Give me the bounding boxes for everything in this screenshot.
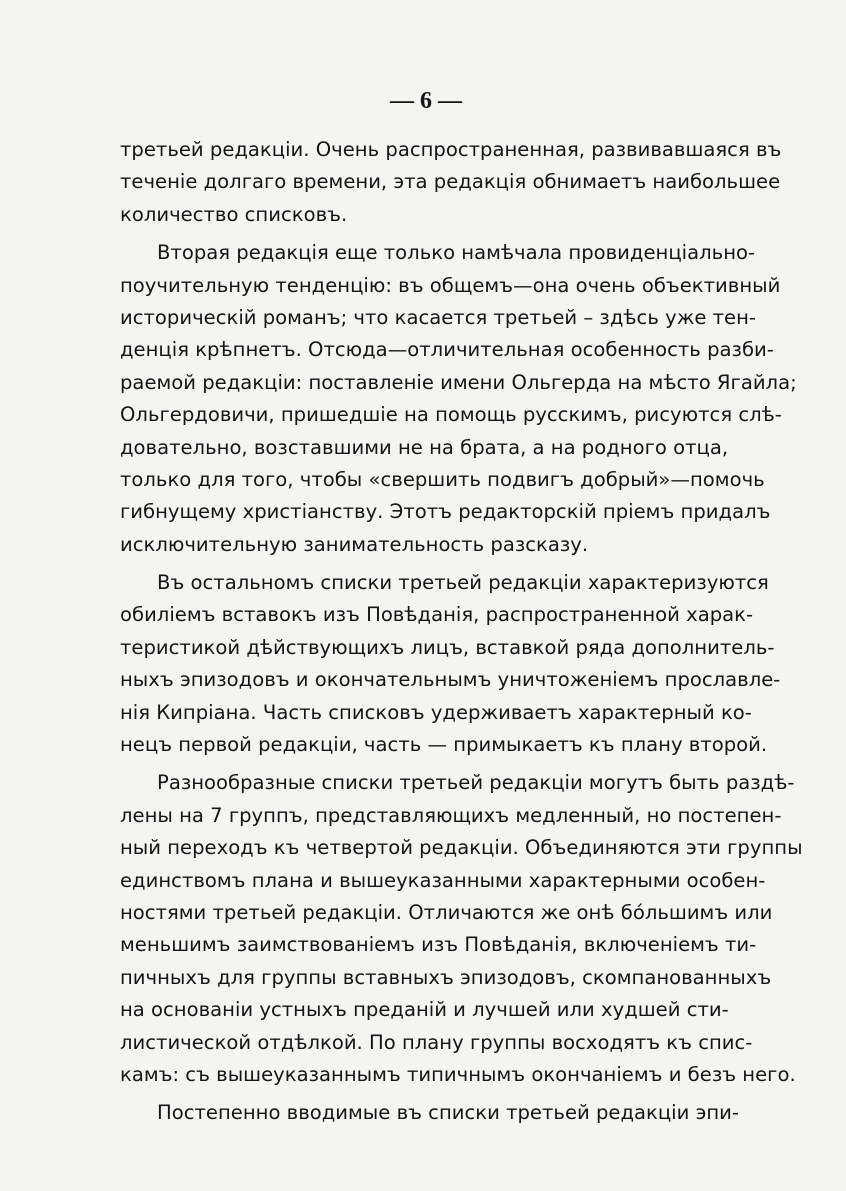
text-line: Вторая редакція еще только намѣчала провиденціально- bbox=[157, 241, 756, 265]
text-line: довательно, возставшими не на брата, а на родного отца, bbox=[120, 435, 729, 459]
text-line: третьей редакціи. Очень распространенная, развивавшаяся въ bbox=[120, 138, 782, 161]
text-line: единствомъ плана и вышеуказанными характерными особен- bbox=[120, 868, 766, 892]
text-line: Постепенно вводимые въ списки третьей редакціи эпи- bbox=[157, 1101, 739, 1125]
text-line: лены на 7 группъ, представляющихъ медленный, но постепен- bbox=[120, 803, 782, 827]
text-line: количество списковъ. bbox=[120, 202, 348, 226]
text-line: на основаніи устныхъ преданій и лучшей или худшей сти- bbox=[120, 998, 729, 1022]
text-line: ныхъ эпизодовъ и окончательнымъ уничтоженіемъ прославле- bbox=[120, 668, 781, 692]
paragraph bbox=[120, 1097, 739, 1129]
text-line: Въ остальномъ списки третьей редакціи характеризуются bbox=[157, 571, 769, 595]
text-line: поучительную тенденцію: въ общемъ—она очень объективный bbox=[120, 273, 781, 297]
text-line: теристикой дѣйствующихъ лицъ, вставкой ряда дополнитель- bbox=[120, 635, 775, 659]
text-line: листической отдѣлкой. По плану группы восходятъ къ спис- bbox=[120, 1030, 753, 1054]
text-line: обиліемъ вставокъ изъ Повѣданія, распространенной харак- bbox=[120, 603, 754, 627]
text-line: нецъ первой редакціи, часть — примыкаетъ къ плану второй. bbox=[120, 733, 768, 757]
paragraph bbox=[120, 567, 781, 761]
paragraph bbox=[120, 237, 797, 561]
text-line: Ольгердовичи, пришедшіе на помощь русскимъ, рисуются слѣ- bbox=[120, 403, 782, 427]
page-number: — 6 — bbox=[390, 88, 462, 114]
text-line: только для того, чтобы «свершить подвигъ добрый»—помочь bbox=[120, 467, 765, 491]
text-line: исключительную занимательность разсказу. bbox=[120, 532, 589, 556]
text-line: ный переходъ къ четвертой редакціи. Объединяются эти группы bbox=[120, 836, 803, 860]
text-line: ностями третьей редакціи. Отличаются же онѣ бо́льшимъ или bbox=[120, 900, 773, 924]
text-body bbox=[120, 134, 803, 1136]
text-line: меньшимъ заимствованіемъ изъ Повѣданія, включеніемъ ти- bbox=[120, 933, 757, 957]
text-line: камъ: съ вышеуказаннымъ типичнымъ окончаніемъ и безъ него. bbox=[120, 1062, 796, 1086]
text-line: Разнообразные списки третьей редакціи могутъ быть раздѣ- bbox=[157, 771, 795, 795]
text-line: историческій романъ; что касается третьей – здѣсь уже тен- bbox=[120, 305, 756, 329]
text-line: гибнущему христіанству. Этотъ редакторскій пріемъ придалъ bbox=[120, 500, 771, 524]
paragraph bbox=[120, 134, 782, 231]
text-line: пичныхъ для группы вставныхъ эпизодовъ, скомпанованныхъ bbox=[120, 965, 772, 989]
text-line: нія Кипріана. Часть списковъ удерживаетъ характерный ко- bbox=[120, 700, 752, 724]
text-line: денція крѣпнетъ. Отсюда—отличительная особенность разби- bbox=[120, 338, 774, 362]
text-line: теченіе долгаго времени, эта редакція обнимаетъ наибольшее bbox=[120, 170, 781, 194]
paragraph bbox=[120, 767, 803, 1091]
text-line: раемой редакціи: поставленіе имени Ольгерда на мѣсто Ягайла; bbox=[120, 370, 797, 394]
